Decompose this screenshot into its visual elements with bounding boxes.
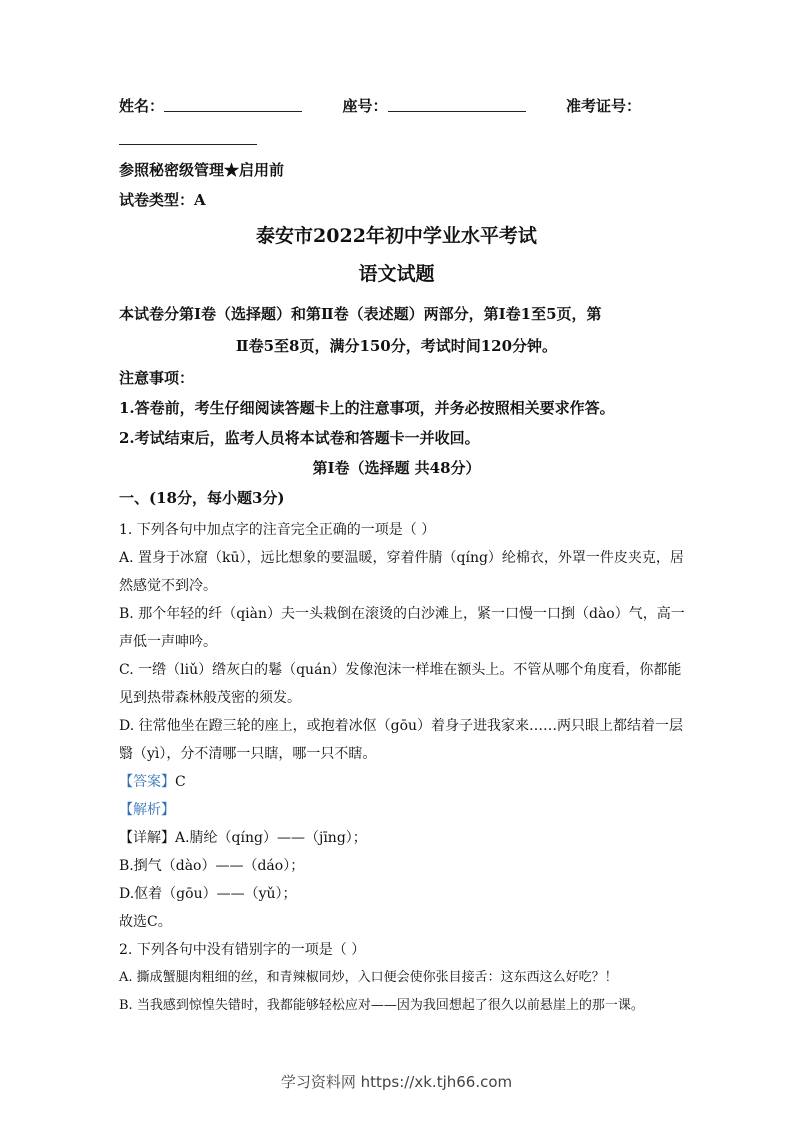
exam-id-blank [119,130,257,145]
q1-detail-2: B.捯气（dào）——（dáo）； [119,858,305,874]
notes-heading: 注意事项： [119,369,195,387]
q1-option-a-line1: A. 置身于冰窟（kū），远比想象的要温暖，穿着件腈（qíng）纶棉衣，外罩一件皮夹克，居 [119,550,684,566]
intro-line-1: 本试卷分第Ⅰ卷（选择题）和第Ⅱ卷（表述题）两部分，第Ⅰ卷1至5页，第 [119,305,602,323]
answer-value: C [175,774,186,790]
q1-option-d-line1: D. 往常他坐在蹬三轮的座上，或抱着冰伛（gōu）着身子进我家来……两只眼上都结着一层 [119,718,684,734]
exam-id-label: 准考证号： [565,97,641,115]
name-blank [164,97,302,112]
q1-option-b-line1: B. 那个年轻的纤（qiàn）夫一头栽倒在滚烫的白沙滩上，紧一口慢一口捯（dào）气，高一 [119,606,685,622]
part1-title: 第Ⅰ卷（选择题 共48分） [312,459,481,477]
exam-subtitle: 语文试题 [358,263,435,285]
paper-type: 试卷类型：A [119,191,206,209]
notes-item-2: 2.考试结束后，监考人员将本试卷和答题卡一并收回。 [119,429,480,447]
seat-label: 座号： [342,97,388,115]
q1-option-a-line2: 然感觉不到冷。 [119,578,217,594]
answer-label: 【答案】 [119,774,175,790]
q1-option-c-line1: C. 一绺（liǔ）绺灰白的鬈（quán）发像泡沫一样堆在额头上。不管从哪个角度看，你都能 [119,662,682,678]
exam-title: 泰安市2022年初中学业水平考试 [256,225,537,247]
q1-detail-3: D.伛着（gōu）——（yǔ）； [119,886,297,902]
q2-option-a: A. 撕成蟹腿肉粗细的丝，和青辣椒同炒，入口便会使你张目接舌：这东西这么好吃？！ [119,970,618,985]
notes-item-1: 1.答卷前，考生仔细阅读答题卡上的注意事项，并务必按照相关要求作答。 [119,399,615,417]
q1-stem: 1. 下列各句中加点字的注音完全正确的一项是（ ） [119,522,436,538]
q1-detail-1: 【详解】A.腈纶（qíng）——（jīng）； [119,830,367,846]
q2-stem: 2. 下列各句中没有错别字的一项是（ ） [119,942,366,958]
name-label: 姓名： [119,97,165,115]
q1-option-d-line2: 翳（yì），分不清哪一只瞎，哪一只不瞎。 [119,746,377,762]
section1-heading: 一、(18分，每小题3分) [119,489,285,507]
q2-option-b: B. 当我感到惊惶失错时，我都能够轻松应对——因为我回想起了很久以前悬崖上的那一课。 [119,998,644,1013]
q1-option-b-line2: 声低一声呻吟。 [119,634,217,650]
seat-blank [388,97,526,112]
q1-option-c-line2: 见到热带森林般茂密的须发。 [119,690,301,706]
header-fields [119,96,641,116]
exam-id-blank-line [119,130,257,150]
footer-watermark: 学习资料网 https://xk.tjh66.com [280,1073,513,1091]
q1-conclusion: 故选C。 [119,914,172,930]
analysis-label: 【解析】 [119,802,175,818]
confidential-notice: 参照秘密级管理★启用前 [119,161,285,179]
intro-line-2: Ⅱ卷5至8页，满分150分，考试时间120分钟。 [235,337,558,355]
q1-answer [119,772,186,792]
